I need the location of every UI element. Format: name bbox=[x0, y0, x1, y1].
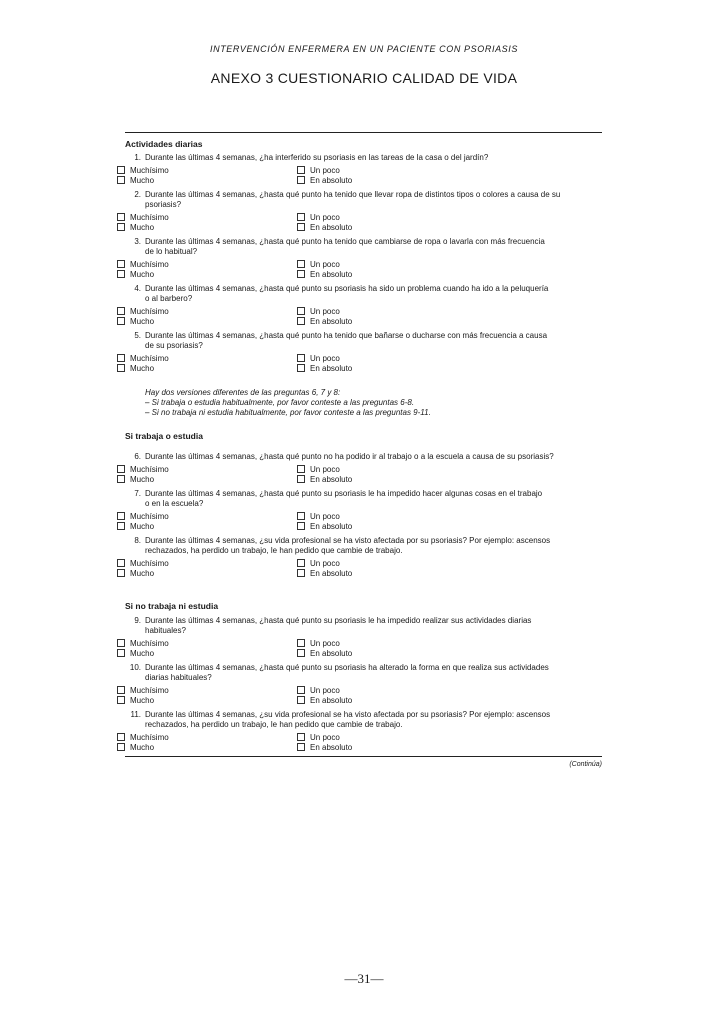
options-q5 bbox=[117, 354, 477, 374]
checkbox-icon[interactable] bbox=[297, 354, 305, 362]
option-mucho[interactable]: Mucho bbox=[117, 364, 154, 374]
option-un-poco[interactable]: Un poco bbox=[297, 213, 340, 223]
option-muchisimo[interactable]: Muchísimo bbox=[117, 166, 169, 176]
options-q3 bbox=[117, 260, 477, 280]
option-en-absoluto[interactable]: En absoluto bbox=[297, 176, 352, 186]
question-text: Durante las últimas 4 semanas, ¿hasta qué punto su psoriasis ha alterado la forma en que realiza sus actividades diarias habituales? bbox=[145, 663, 549, 682]
checkbox-icon[interactable] bbox=[117, 512, 125, 520]
option-un-poco[interactable]: Un poco bbox=[297, 260, 340, 270]
checkbox-icon[interactable] bbox=[297, 475, 305, 483]
note-line: – Si no trabaja ni estudia habitualmente, por favor conteste a las preguntas 9-11. bbox=[145, 408, 431, 417]
question-number: 9. bbox=[134, 616, 141, 625]
checkbox-icon[interactable] bbox=[117, 743, 125, 751]
option-en-absoluto[interactable]: En absoluto bbox=[297, 649, 352, 659]
option-un-poco[interactable]: Un poco bbox=[297, 166, 340, 176]
checkbox-icon[interactable] bbox=[297, 317, 305, 325]
question-number: 4. bbox=[134, 284, 141, 293]
option-un-poco[interactable]: Un poco bbox=[297, 512, 340, 522]
options-q1 bbox=[117, 166, 477, 186]
option-mucho[interactable]: Mucho bbox=[117, 223, 154, 233]
option-mucho[interactable]: Mucho bbox=[117, 743, 154, 753]
option-en-absoluto[interactable]: En absoluto bbox=[297, 364, 352, 374]
section-heading-nowork: Si no trabaja ni estudia bbox=[125, 601, 219, 611]
option-mucho[interactable]: Mucho bbox=[117, 649, 154, 659]
question-number: 8. bbox=[134, 536, 141, 545]
checkbox-icon[interactable] bbox=[117, 364, 125, 372]
option-un-poco[interactable]: Un poco bbox=[297, 686, 340, 696]
question-number: 1. bbox=[134, 153, 141, 162]
option-mucho[interactable]: Mucho bbox=[117, 317, 154, 327]
checkbox-icon[interactable] bbox=[297, 223, 305, 231]
options-q7 bbox=[117, 512, 477, 532]
checkbox-icon[interactable] bbox=[117, 733, 125, 741]
option-en-absoluto[interactable]: En absoluto bbox=[297, 223, 352, 233]
question-number: 2. bbox=[134, 190, 141, 199]
option-un-poco[interactable]: Un poco bbox=[297, 559, 340, 569]
option-un-poco[interactable]: Un poco bbox=[297, 639, 340, 649]
option-mucho[interactable]: Mucho bbox=[117, 522, 154, 532]
option-muchisimo[interactable]: Muchísimo bbox=[117, 686, 169, 696]
checkbox-icon[interactable] bbox=[297, 522, 305, 530]
checkbox-icon[interactable] bbox=[117, 354, 125, 362]
option-muchisimo[interactable]: Muchísimo bbox=[117, 512, 169, 522]
checkbox-icon[interactable] bbox=[297, 270, 305, 278]
question-text: Durante las últimas 4 semanas, ¿hasta qué punto su psoriasis ha sido un problema cuando ha ido a la peluquería o al barbero? bbox=[145, 284, 549, 303]
options-q8 bbox=[117, 559, 477, 579]
option-muchisimo[interactable]: Muchísimo bbox=[117, 307, 169, 317]
checkbox-icon[interactable] bbox=[117, 475, 125, 483]
checkbox-icon[interactable] bbox=[117, 223, 125, 231]
checkbox-icon[interactable] bbox=[117, 649, 125, 657]
checkbox-icon[interactable] bbox=[297, 639, 305, 647]
question-number: 5. bbox=[134, 331, 141, 340]
question-number: 10. bbox=[129, 663, 141, 672]
checkbox-icon[interactable] bbox=[117, 317, 125, 325]
top-rule bbox=[125, 132, 602, 133]
versions-note bbox=[145, 388, 605, 418]
checkbox-icon[interactable] bbox=[297, 649, 305, 657]
options-q4 bbox=[117, 307, 477, 327]
option-en-absoluto[interactable]: En absoluto bbox=[297, 270, 352, 280]
options-q6 bbox=[117, 465, 477, 485]
option-un-poco[interactable]: Un poco bbox=[297, 354, 340, 364]
option-muchisimo[interactable]: Muchísimo bbox=[117, 354, 169, 364]
question-text: Durante las últimas 4 semanas, ¿hasta qué punto ha tenido que cambiarse de ropa o lavarla con más frecuencia de lo habitual? bbox=[145, 237, 545, 256]
option-en-absoluto[interactable]: En absoluto bbox=[297, 317, 352, 327]
checkbox-icon[interactable] bbox=[297, 307, 305, 315]
option-mucho[interactable]: Mucho bbox=[117, 475, 154, 485]
bottom-rule bbox=[125, 756, 602, 757]
checkbox-icon[interactable] bbox=[297, 364, 305, 372]
option-un-poco[interactable]: Un poco bbox=[297, 733, 340, 743]
checkbox-icon[interactable] bbox=[117, 176, 125, 184]
option-en-absoluto[interactable]: En absoluto bbox=[297, 569, 352, 579]
checkbox-icon[interactable] bbox=[117, 696, 125, 704]
option-en-absoluto[interactable]: En absoluto bbox=[297, 743, 352, 753]
options-q2 bbox=[117, 213, 477, 233]
option-mucho[interactable]: Mucho bbox=[117, 696, 154, 706]
checkbox-icon[interactable] bbox=[297, 213, 305, 221]
question-number: 3. bbox=[134, 237, 141, 246]
checkbox-icon[interactable] bbox=[297, 176, 305, 184]
checkbox-icon[interactable] bbox=[117, 465, 125, 473]
checkbox-icon[interactable] bbox=[297, 166, 305, 174]
question-text: Durante las últimas 4 semanas, ¿hasta qué punto no ha podido ir al trabajo o a la escuela a causa de su psoriasis? bbox=[145, 452, 554, 461]
options-q9 bbox=[117, 639, 477, 659]
checkbox-icon[interactable] bbox=[117, 559, 125, 567]
question-text: Durante las últimas 4 semanas, ¿su vida profesional se ha visto afectada por su psoriasis? Por ejemplo: ascensos rechazados, ha perdido un trabajo, le han pedido que cambie de trabajo. bbox=[145, 536, 551, 555]
note-line: – Si trabaja o estudia habitualmente, por favor conteste a las preguntas 6-8. bbox=[145, 398, 415, 407]
option-un-poco[interactable]: Un poco bbox=[297, 307, 340, 317]
checkbox-icon[interactable] bbox=[117, 307, 125, 315]
option-muchisimo[interactable]: Muchísimo bbox=[117, 733, 169, 743]
checkbox-icon[interactable] bbox=[117, 166, 125, 174]
option-muchisimo[interactable]: Muchísimo bbox=[117, 639, 169, 649]
checkbox-icon[interactable] bbox=[297, 743, 305, 751]
checkbox-icon[interactable] bbox=[297, 696, 305, 704]
option-mucho[interactable]: Mucho bbox=[117, 569, 154, 579]
note-line: Hay dos versiones diferentes de las preguntas 6, 7 y 8: bbox=[145, 388, 341, 397]
options-q11 bbox=[117, 733, 477, 753]
question-text: Durante las últimas 4 semanas, ¿hasta qué punto ha tenido que llevar ropa de distintos tipos o colores a causa de su psoriasis? bbox=[145, 190, 561, 209]
checkbox-icon[interactable] bbox=[297, 686, 305, 694]
option-en-absoluto[interactable]: En absoluto bbox=[297, 475, 352, 485]
option-muchisimo[interactable]: Muchísimo bbox=[117, 559, 169, 569]
question-text: Durante las últimas 4 semanas, ¿hasta qué punto ha tenido que bañarse o ducharse con más frecuencia a causa de su psoriasis? bbox=[145, 331, 548, 350]
section-heading-daily: Actividades diarias bbox=[125, 139, 203, 149]
checkbox-icon[interactable] bbox=[297, 465, 305, 473]
checkbox-icon[interactable] bbox=[117, 260, 125, 268]
checkbox-icon[interactable] bbox=[117, 522, 125, 530]
question-text: Durante las últimas 4 semanas, ¿hasta qué punto su psoriasis le ha impedido realizar sus actividades diarias habituales? bbox=[145, 616, 532, 635]
option-en-absoluto[interactable]: En absoluto bbox=[297, 522, 352, 532]
checkbox-icon[interactable] bbox=[297, 569, 305, 577]
option-un-poco[interactable]: Un poco bbox=[297, 465, 340, 475]
question-number: 7. bbox=[134, 489, 141, 498]
checkbox-icon[interactable] bbox=[117, 639, 125, 647]
option-mucho[interactable]: Mucho bbox=[117, 270, 154, 280]
checkbox-icon[interactable] bbox=[117, 270, 125, 278]
option-en-absoluto[interactable]: En absoluto bbox=[297, 696, 352, 706]
section-heading-work: Si trabaja o estudia bbox=[125, 431, 203, 441]
page-title: ANEXO 3 CUESTIONARIO CALIDAD DE VIDA bbox=[210, 70, 518, 86]
question-number: 11. bbox=[130, 710, 141, 719]
checkbox-icon[interactable] bbox=[297, 733, 305, 741]
question-text: Durante las últimas 4 semanas, ¿su vida profesional se ha visto afectada por su psoriasis? Por ejemplo: ascensos rechazados, ha perdido un trabajo, le han pedido que cambie de trabajo. bbox=[145, 710, 551, 729]
running-head: INTERVENCIÓN ENFERMERA EN UN PACIENTE CON PSORIASIS bbox=[210, 44, 518, 54]
continued-label: (Continúa) bbox=[569, 761, 602, 768]
option-mucho[interactable]: Mucho bbox=[117, 176, 154, 186]
option-muchisimo[interactable]: Muchísimo bbox=[117, 260, 169, 270]
option-muchisimo[interactable]: Muchísimo bbox=[117, 213, 169, 223]
options-q10 bbox=[117, 686, 477, 706]
question-number: 6. bbox=[134, 452, 141, 461]
page-number: —31— bbox=[344, 971, 384, 986]
checkbox-icon[interactable] bbox=[297, 260, 305, 268]
checkbox-icon[interactable] bbox=[117, 686, 125, 694]
checkbox-icon[interactable] bbox=[117, 213, 125, 221]
checkbox-icon[interactable] bbox=[117, 569, 125, 577]
checkbox-icon[interactable] bbox=[297, 512, 305, 520]
option-muchisimo[interactable]: Muchísimo bbox=[117, 465, 169, 475]
question-text: Durante las últimas 4 semanas, ¿ha interferido su psoriasis en las tareas de la casa o del jardín? bbox=[145, 153, 489, 162]
question-text: Durante las últimas 4 semanas, ¿hasta qué punto su psoriasis le ha impedido hacer algunas cosas en el trabajo o en la escuela? bbox=[145, 489, 543, 508]
checkbox-icon[interactable] bbox=[297, 559, 305, 567]
